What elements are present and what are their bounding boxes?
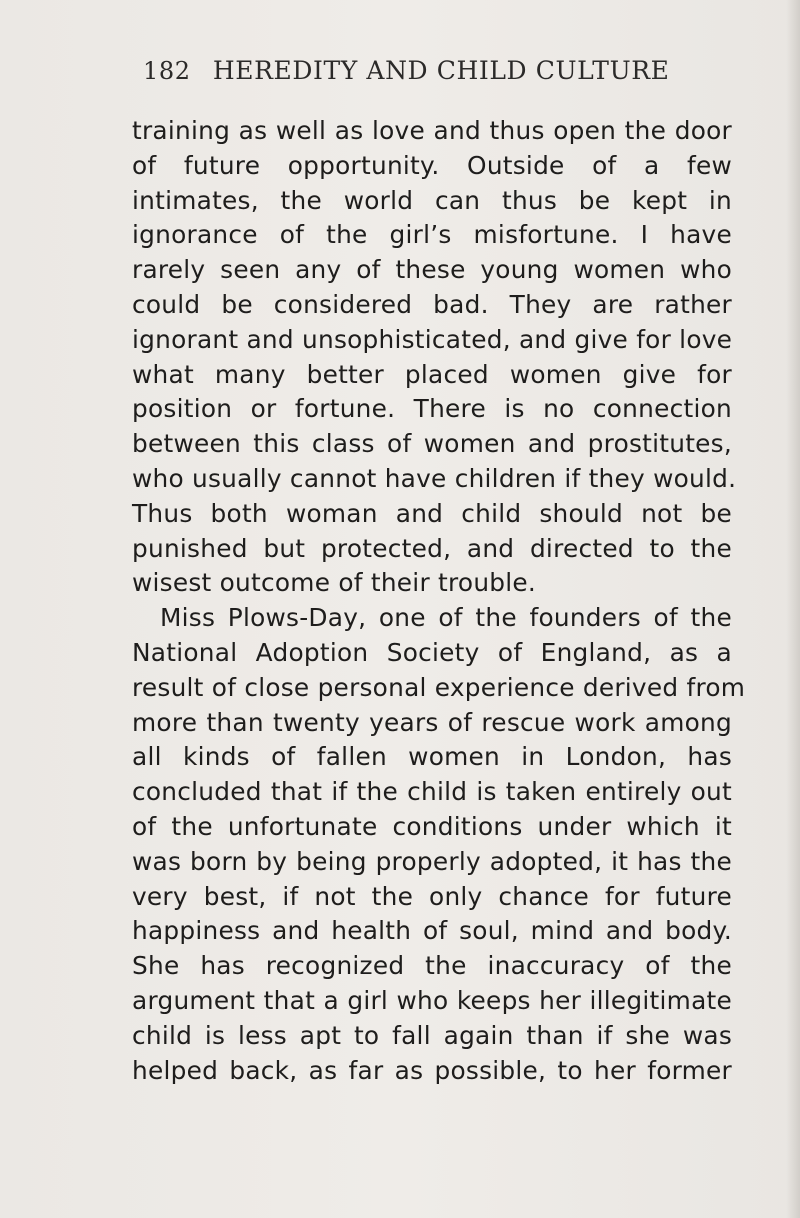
text-line: training as well as love and thus open the door [132,116,732,145]
text-line: was born by being properly adopted, it has the [132,846,732,876]
text-line: Miss Plows-Day, one of the founders of the [160,603,732,633]
text-line: could be considered bad. They are rather [132,289,732,319]
page-number: 182 [143,57,191,85]
text-line: ignorance of the girl’s misfortune. I have [132,220,732,250]
text-line: more than twenty years of rescue work among [132,707,732,737]
text-line: ignorant and unsophisticated, and give for love [132,324,733,354]
text-line: of future opportunity. Outside of a few [132,150,732,180]
text-line: concluded that if the child is taken entirely out [132,777,732,807]
running-title: HEREDITY AND CHILD CULTURE [212,56,670,85]
text-line: what many better placed women give for [132,359,732,389]
text-line: position or fortune. There is no connection [132,394,732,424]
text-line: argument that a girl who keeps her illegitimate [132,985,732,1015]
text-line: punished but protected, and directed to the [132,533,732,563]
text-line: all kinds of fallen women in London, has [132,742,732,772]
text-line: intimates, the world can thus be kept in [132,185,732,215]
text-line: between this class of women and prostitutes, [132,429,732,459]
running-header [143,56,703,96]
text-line: very best, if not the only chance for future [132,881,732,911]
text-line: wisest outcome of their trouble. [132,568,537,598]
text-line: who usually cannot have children if they would. [132,463,737,493]
text-line: She has recognized the inaccuracy of the [132,951,732,981]
text-line: of the unfortunate conditions under which it [132,811,732,841]
text-line: Thus both woman and child should not be [132,498,732,528]
text-line: child is less apt to fall again than if she was [132,1020,732,1050]
text-line: National Adoption Society of England, as a [132,637,732,667]
page-edge-shadow [786,0,800,1218]
text-line: rarely seen any of these young women who [132,255,732,285]
text-line: helped back, as far as possible, to her former [132,1055,732,1085]
text-line: result of close personal experience derived from [132,672,746,702]
text-line: happiness and health of soul, mind and body. [132,916,732,946]
body-text [132,114,746,1088]
